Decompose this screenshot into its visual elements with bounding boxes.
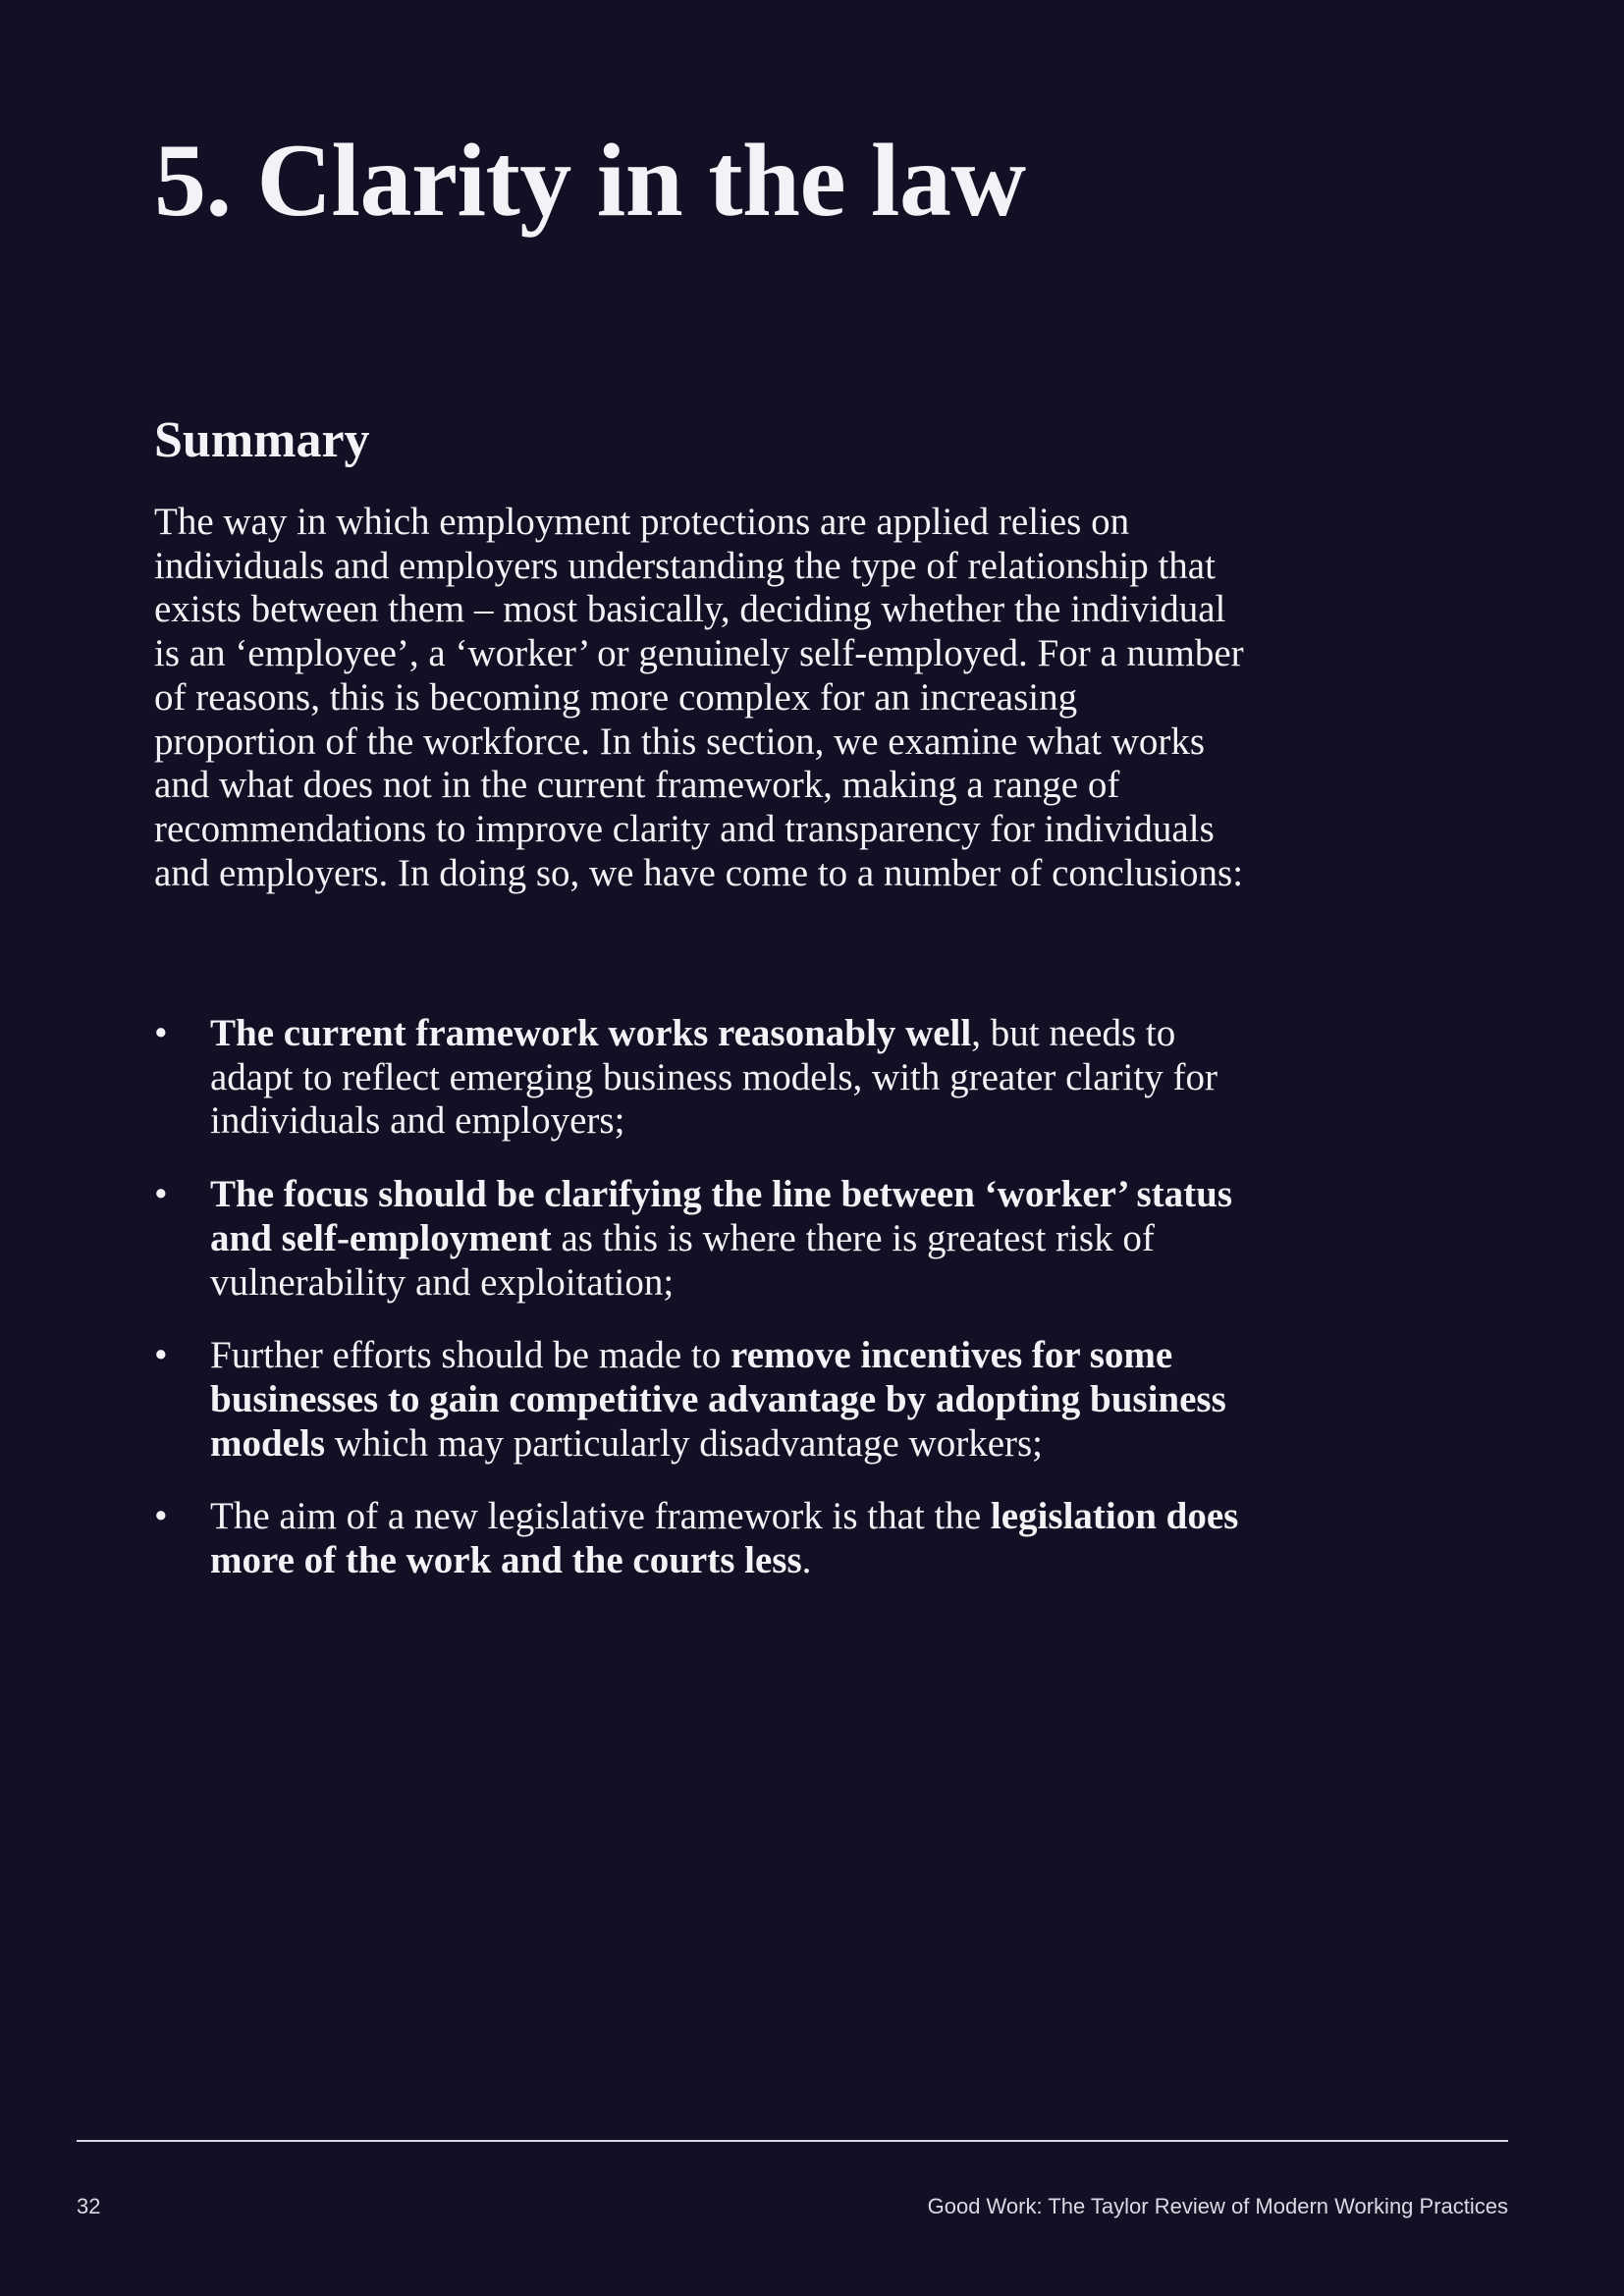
conclusion-item bbox=[154, 1495, 1244, 1582]
conclusion-lead-text: Further efforts should be made to bbox=[210, 1334, 731, 1377]
conclusion-item bbox=[154, 1334, 1244, 1466]
conclusion-rest-text: , but needs to adapt to reflect emerging business models, with greater clarity for individuals and employers; bbox=[210, 1012, 1218, 1143]
summary-heading: Summary bbox=[154, 412, 370, 468]
footer-divider bbox=[77, 2140, 1508, 2142]
conclusions-list bbox=[154, 1012, 1244, 1613]
conclusion-rest-text: . bbox=[801, 1539, 812, 1582]
conclusion-bold-text: The focus should be clarifying the line between ‘worker’ status and self-employment bbox=[210, 1173, 1233, 1259]
conclusion-rest-text: which may particularly disadvantage workers; bbox=[325, 1421, 1044, 1465]
conclusion-lead-text: The aim of a new legislative framework is that the bbox=[210, 1495, 991, 1538]
conclusion-rest-text: as this is where there is greatest risk of vulnerability and exploitation; bbox=[210, 1216, 1155, 1304]
summary-intro-paragraph: The way in which employment protections are applied relies on individuals and employers understanding the type of relationship that exists between them – most basically, deciding whether the individual is an ‘employee’, a ‘worker’ or genuinely self-employed. For a number of reasons, this is becoming more complex for an increasing proportion of the workforce. In this section, we examine what works and what does not in the current framework, making a range of recommendations to improve clarity and transparency for individuals and employers. In doing so, we have come to a number of conclusions: bbox=[154, 501, 1244, 894]
conclusion-item bbox=[154, 1012, 1244, 1144]
conclusion-item bbox=[154, 1173, 1244, 1305]
conclusion-bold-text: The current framework works reasonably well bbox=[210, 1012, 972, 1054]
conclusion-bold-text: remove incentives for some businesses to gain competitive advantage by adopting business models bbox=[210, 1334, 1226, 1465]
page-number: 32 bbox=[77, 2194, 101, 2218]
conclusion-bold-text: legislation does more of the work and the courts less bbox=[210, 1495, 1239, 1582]
publication-title-footer: Good Work: The Taylor Review of Modern Working Practices bbox=[927, 2194, 1508, 2218]
page-title: 5. Clarity in the law bbox=[154, 123, 1026, 238]
